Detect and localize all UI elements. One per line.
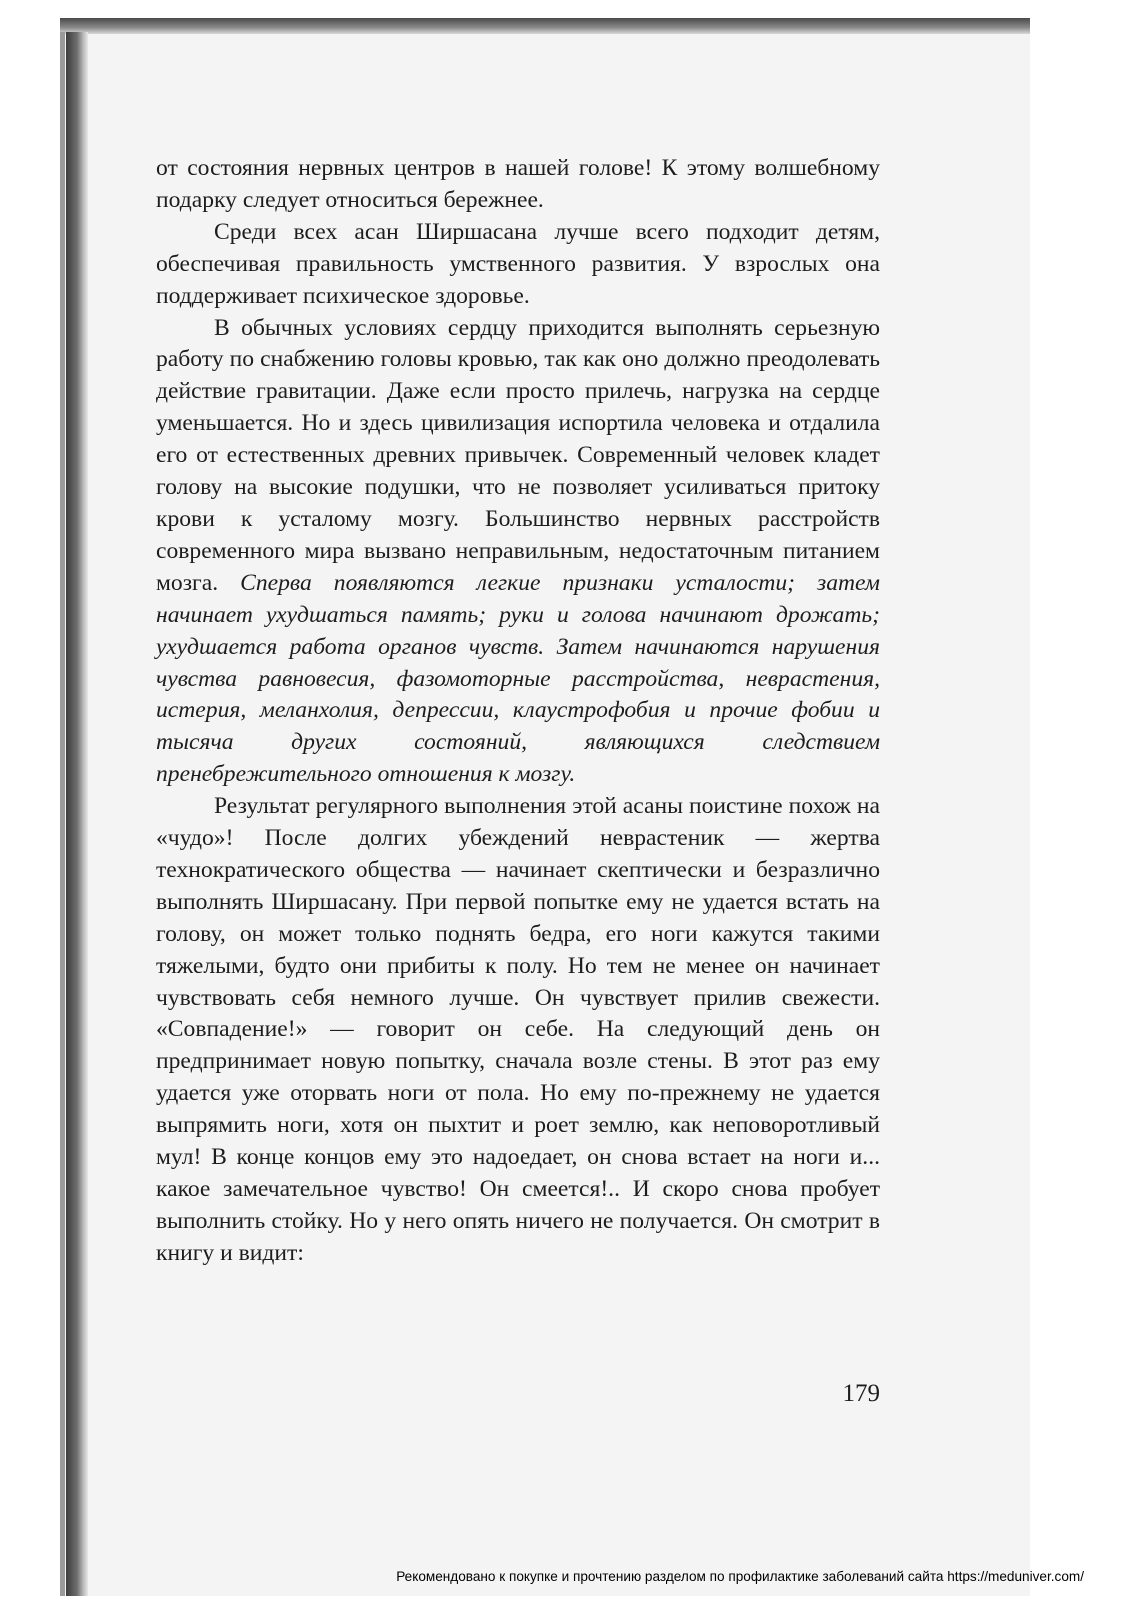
paragraph-4-text: Результат регулярного выполнения этой асаны поистине похож на «чудо»! После долгих убеждений неврастеник — жертва технократического общества — начинает скептически и безразлично выполнять Ширшасану. При первой попытке ему не удается встать на голову, он может только поднять бедра, его ноги кажутся такими тяжелыми, будто они прибиты к полу. Но тем не менее он начинает чувствовать себя немного лучше. Он чувствует прилив свежести. «Совпадение!» — говорит он себе. На следующий день он предпринимает новую попытку, сначала возле стены. В этот раз ему удается уже оторвать ноги от пола. Но ему по-прежнему не удается выпрямить ноги, хотя он пыхтит и роет землю, как неповоротливый мул! В конце концов ему это надоедает, он снова встает на ноги и... какое замечательное чувство! Он смеется!.. И скоро снова пробует выполнить стойку. Но у него опять ничего не получается. Он смотрит в книгу и видит:: [156, 793, 880, 1266]
book-binding-shadow: [66, 32, 88, 1596]
footer-recommendation-note: Рекомендовано к покупке и прочтению разделом по профилактике заболеваний сайта https://meduniver.com/: [396, 1569, 1084, 1584]
paragraph-4: [156, 791, 880, 1270]
scan-left-edge: [60, 32, 65, 1596]
paragraph-3: [156, 313, 880, 792]
paragraph-1: [156, 153, 880, 217]
paragraph-2: [156, 217, 880, 313]
page-body-text: [156, 153, 880, 1270]
paragraph-2-text: Среди всех асан Ширшасана лучше всего подходит детям, обеспечивая правильность умственного развития. У взрослых она поддерживает психическое здоровье.: [156, 218, 880, 309]
page-number: 179: [842, 1380, 880, 1407]
scan-top-edge: [60, 18, 1030, 34]
paragraph-1-text: от состояния нервных центров в нашей голове! К этому волшебному подарку следует относиться бережнее.: [156, 155, 880, 213]
paragraph-3-italic-text: Сперва появляются легкие признаки усталости; затем начинает ухудшаться память; руки и голова начинают дрожать; ухудшается работа органов чувств. Затем начинаются нарушения чувства равновесия, фазомоторные расстройства, неврастения, истерия, меланхолия, депрессии, клаустрофобия и прочие фобии и тысяча других состояний, являющихся следствием пренебрежительного отношения к мозгу.: [156, 569, 880, 788]
paragraph-3-text: В обычных условиях сердцу приходится выполнять серьезную работу по снабжению головы кровью, так как оно должно преодолевать действие гравитации. Даже если просто прилечь, нагрузка на сердце уменьшается. Но и здесь цивилизация испортила человека и отдалила его от естественных древних привычек. Современный человек кладет голову на высокие подушки, что не позволяет усиливаться притоку крови к усталому мозгу. Большинство нервных расстройств современного мира вызвано неправильным, недостаточным питанием мозга.: [156, 314, 880, 596]
